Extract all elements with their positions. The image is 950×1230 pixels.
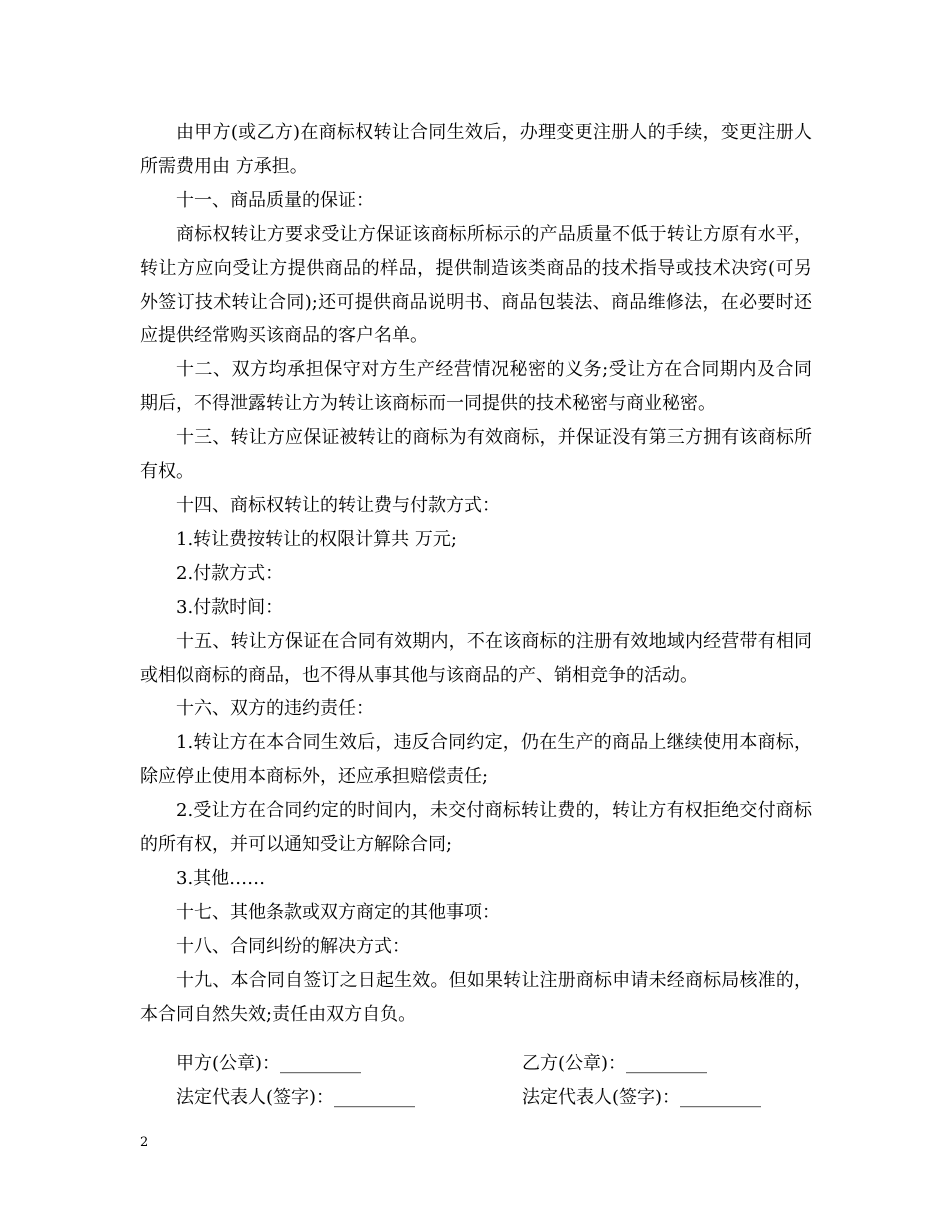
signature-block <box>176 1047 816 1115</box>
party-b-seal: 乙方(公章)：_________ <box>522 1053 708 1074</box>
heading-clause-18: 十八、合同纠纷的解决方式： <box>176 935 410 957</box>
party-a-representative: 法定代表人(签字)：_________ <box>176 1086 416 1108</box>
item-payment-method: 2.付款方式： <box>176 562 284 584</box>
party-a-seal: 甲方(公章)：_________ <box>176 1053 362 1074</box>
item-other: 3.其他…… <box>176 867 266 889</box>
heading-clause-16: 十六、双方的违约责任： <box>176 698 374 720</box>
contract-body <box>140 116 812 1031</box>
paragraph-clause-15: 十五、转让方保证在合同有效期内，不在该商标的注册有效地域内经营带有相同或相似商标的商品，也不得从事其他与该商品的产、销相竞争的活动。 <box>140 630 812 686</box>
paragraph-quality-guarantee: 商标权转让方要求受让方保证该商标所标示的产品质量不低于转让方原有水平，转让方应向受让方提供商品的样品，提供制造该类商品的技术指导或技术决窍(可另外签订技术转让合同);还可提供商品说明书、商品包装法、商品维修法，在必要时还应提供经常购买该商品的客户名单。 <box>140 223 812 347</box>
item-fee-amount: 1.转让费按转让的权限计算共 万元; <box>176 528 457 550</box>
paragraph-clause-19: 十九、本合同自签订之日起生效。但如果转让注册商标申请未经商标局核准的，本合同自然失效;责任由双方自负。 <box>140 969 812 1025</box>
page-number: 2 <box>140 1135 149 1150</box>
signature-row-representative <box>176 1081 816 1115</box>
paragraph-registration-change: 由甲方(或乙方)在商标权转让合同生效后，办理变更注册人的手续，变更注册人所需费用由 方承担。 <box>140 122 812 177</box>
heading-clause-11: 十一、商品质量的保证： <box>176 189 374 211</box>
paragraph-clause-13: 十三、转让方应保证被转让的商标为有效商标，并保证没有第三方拥有该商标所有权。 <box>140 427 812 483</box>
party-b-representative: 法定代表人(签字)：_________ <box>522 1086 762 1108</box>
signature-row-seal <box>176 1047 816 1081</box>
item-payment-time: 3.付款时间： <box>176 596 284 618</box>
item-transferee-breach: 2.受让方在合同约定的时间内，未交付商标转让费的，转让方有权拒绝交付商标的所有权，并可以通知受让方解除合同; <box>140 800 812 856</box>
heading-clause-17: 十七、其他条款或双方商定的其他事项： <box>176 901 500 923</box>
heading-clause-14: 十四、商标权转让的转让费与付款方式： <box>176 494 500 516</box>
paragraph-clause-12: 十二、双方均承担保守对方生产经营情况秘密的义务;受让方在合同期内及合同期后，不得泄露转让方为转让该商标而一同提供的技术秘密与商业秘密。 <box>140 359 812 415</box>
item-transferor-breach: 1.转让方在本合同生效后，违反合同约定，仍在生产的商品上继续使用本商标，除应停止使用本商标外，还应承担赔偿责任; <box>140 732 812 788</box>
